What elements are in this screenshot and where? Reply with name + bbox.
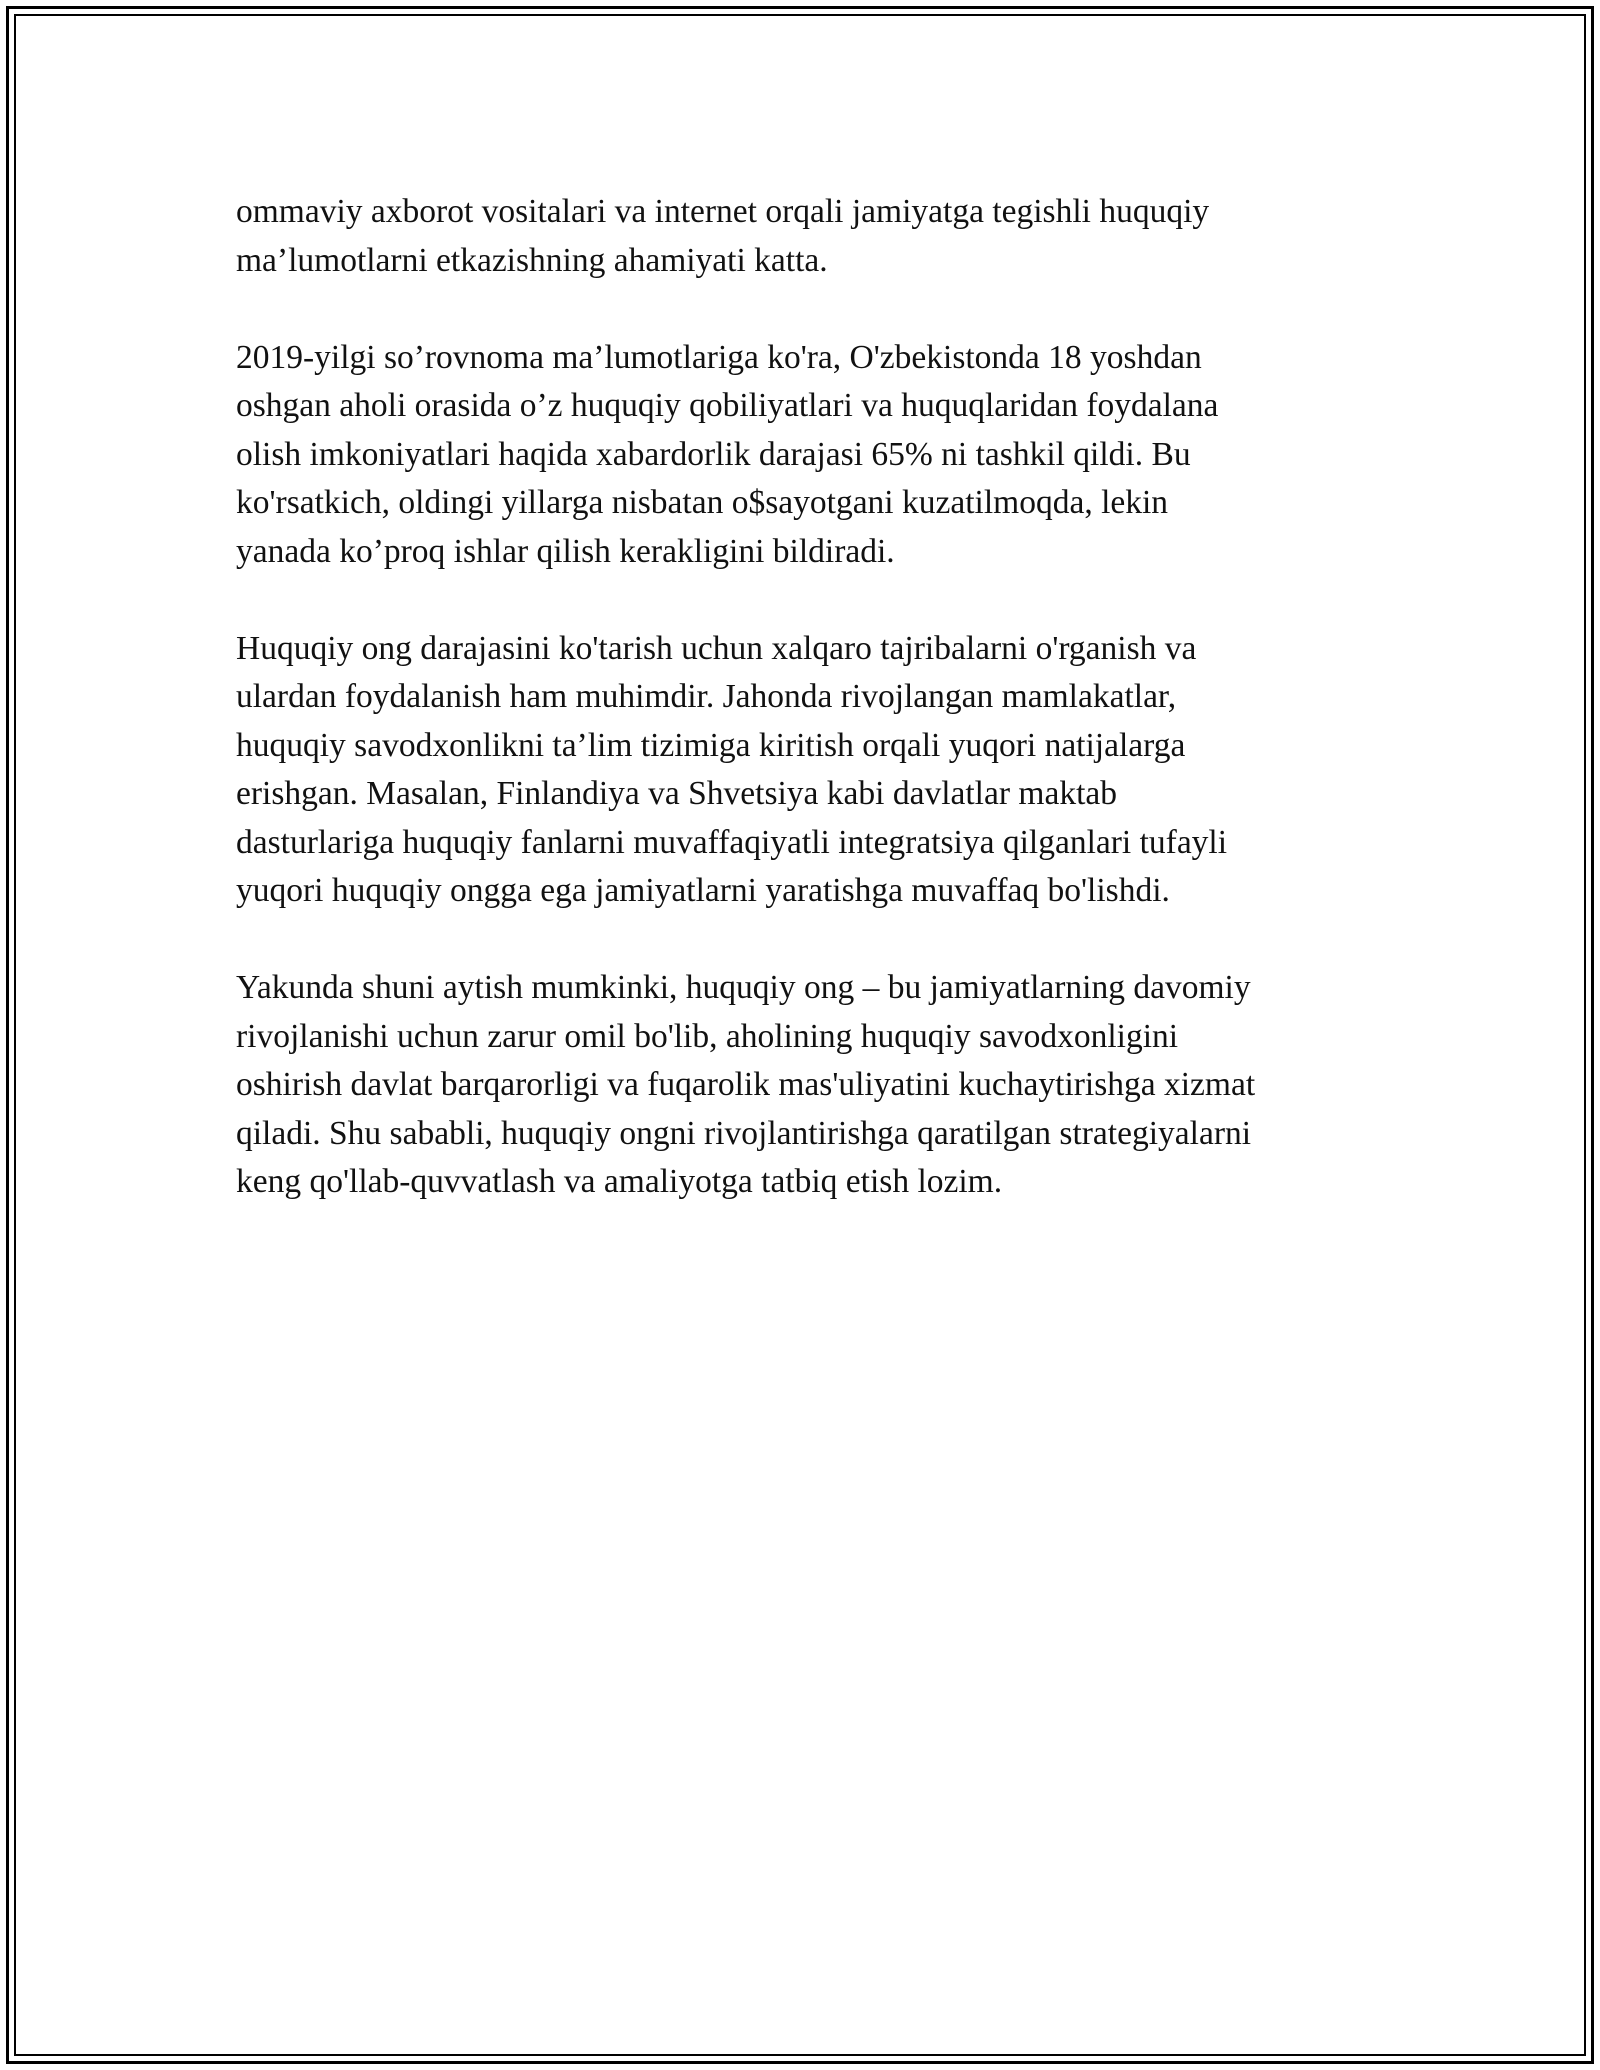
text-line: erishgan. Masalan, Finlandiya va Shvetsiya kabi davlatlar maktab (236, 775, 1117, 812)
text-line: yuqori huquqiy ongga ega jamiyatlarni yaratishga muvaffaq bo'lishdi. (236, 872, 1170, 909)
text-line: ko'rsatkich, oldingi yillarga nisbatan o$sayotgani kuzatilmoqda, lekin (236, 484, 1169, 521)
text-line: oshgan aholi orasida o’z huquqiy qobiliyatlari va huquqlaridan foydalana (236, 387, 1219, 424)
text-line: rivojlanishi uchun zarur omil bo'lib, aholining huquqiy savodxonligini (236, 1017, 1179, 1055)
text-line: Yakunda shuni aytish mumkinki, huquqiy ong – bu jamiyatlarning davomiy (236, 969, 1251, 1006)
text-line: oshirish davlat barqarorligi va fuqarolik mas'uliyatini kuchaytirishga xizmat (236, 1066, 1256, 1103)
document-body (236, 188, 1366, 1255)
text-line: Huquqiy ong darajasini ko'tarish uchun xalqaro tajribalarni o'rganish va (236, 629, 1197, 667)
text-line: yanada ko’proq ishlar qilish kerakligini bildiradi. (236, 532, 895, 570)
text-line: ma’lumotlarni etkazishning ahamiyati katta. (236, 241, 828, 279)
paragraph-4 (236, 964, 1366, 1207)
text-line: huquqiy savodxonlikni ta’lim tizimiga kiritish orqali yuqori natijalarga (236, 726, 1186, 764)
paragraph-1 (236, 188, 1366, 285)
text-line: ommaviy axborot vositalari va internet orqali jamiyatga tegishli huquqiy (236, 193, 1210, 230)
text-line: ulardan foydalanish ham muhimdir. Jahonda rivojlangan mamlakatlar, (236, 678, 1177, 715)
text-line: keng qo'llab-quvvatlash va amaliyotga tatbiq etish lozim. (236, 1163, 1003, 1200)
paragraph-2 (236, 334, 1366, 577)
paragraph-3 (236, 625, 1366, 916)
text-line: qiladi. Shu sababli, huquqiy ongni rivojlantirishga qaratilgan strategiyalarni (236, 1114, 1252, 1152)
text-line: dasturlariga huquqiy fanlarni muvaffaqiyatli integratsiya qilganlari tufayli (236, 823, 1228, 861)
text-line: olish imkoniyatlari haqida xabardorlik darajasi 65% ni tashkil qildi. Bu (236, 435, 1191, 473)
text-line: 2019-yilgi so’rovnoma ma’lumotlariga ko'ra, O'zbekistonda 18 yoshdan (236, 338, 1202, 376)
